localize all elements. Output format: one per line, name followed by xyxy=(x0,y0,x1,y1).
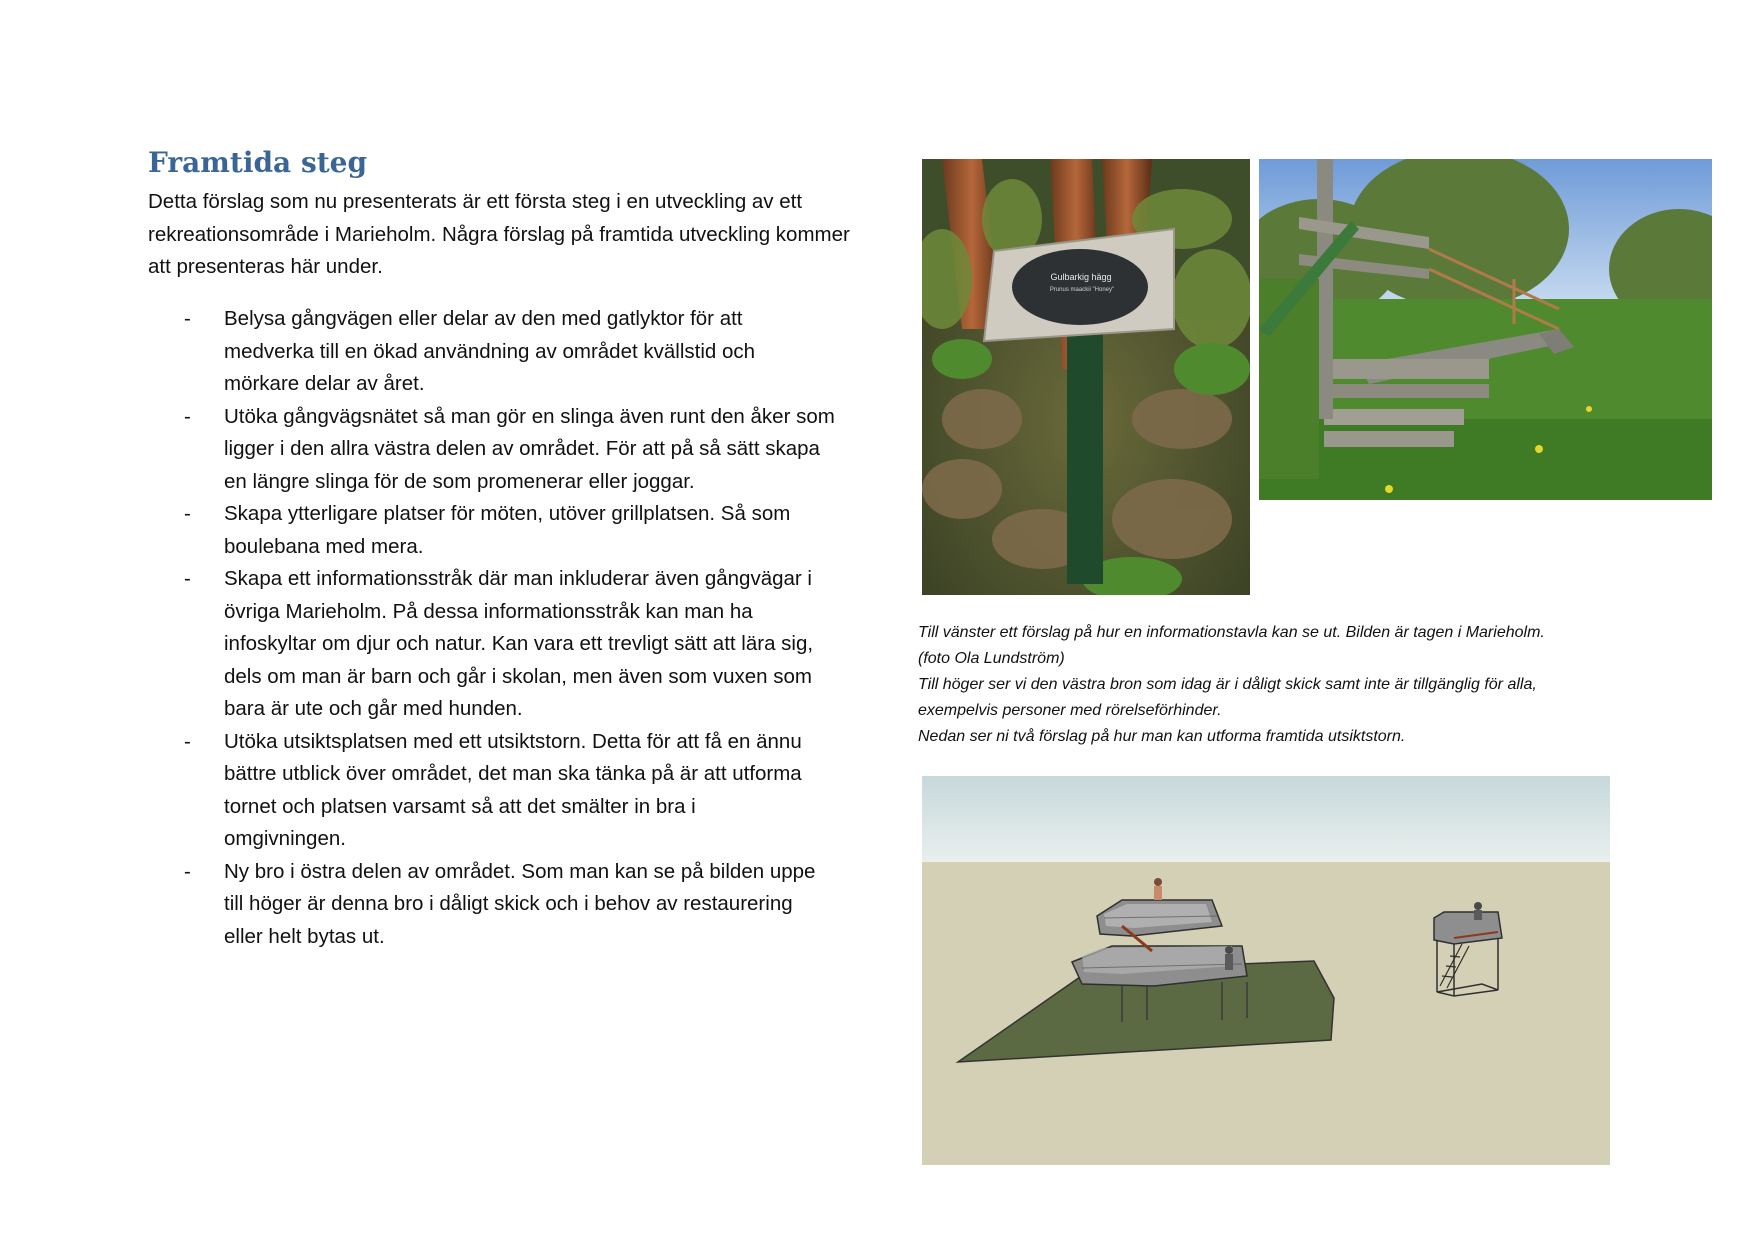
list-item xyxy=(148,563,858,726)
list-item-line: Belysa gångvägen eller delar av den med gatlyktor för att xyxy=(224,307,743,330)
list-item-line: bara är ute och går med hunden. xyxy=(224,697,523,720)
photo-caption xyxy=(918,620,1638,750)
bullet-dash: - xyxy=(184,859,191,883)
list-item-line: omgivningen. xyxy=(224,827,346,850)
bridge-photo xyxy=(1259,159,1712,500)
bullet-dash: - xyxy=(184,307,191,330)
list-item-line: en längre slinga för de som promenerar eller joggar. xyxy=(224,469,695,493)
list-item-line: Utöka utsiktsplatsen med ett utsiktstorn. Detta för att få en ännu xyxy=(224,729,802,753)
bridge-illustration xyxy=(1259,159,1712,500)
list-item-line: tornet och platsen varsamt så att det smälter in bra i xyxy=(224,794,696,818)
list-item xyxy=(148,856,858,954)
info-sign-illustration xyxy=(922,159,1250,595)
list-item-line: Skapa ytterligare platser för möten, utöver grillplatsen. Så som xyxy=(224,502,791,525)
list-item-line: bättre utblick över området, det man ska tänka på är att utforma xyxy=(224,762,802,785)
list-item-line: Skapa ett informationsstråk där man inkluderar även gångvägar i xyxy=(224,567,812,590)
list-item-line: dels om man är barn och går i skolan, men även som vuxen som xyxy=(224,664,812,688)
bullet-dash: - xyxy=(184,729,191,753)
list-item xyxy=(148,498,858,563)
caption-line: (foto Ola Lundström) xyxy=(918,650,1065,667)
info-sign-photo xyxy=(922,159,1250,595)
list-item-line: till höger är denna bro i dåligt skick och i behov av restaurering xyxy=(224,892,793,915)
bullet-dash: - xyxy=(184,404,191,428)
list-item-line: Ny bro i östra delen av området. Som man kan se på bilden uppe xyxy=(224,859,816,883)
caption-line: Till vänster ett förslag på hur en informationstavla kan se ut. Bilden är tagen i Marieholm. xyxy=(918,624,1545,641)
sign-subtitle: Prunus maackii "Honey" xyxy=(1049,287,1115,293)
list-item-line: medverka till en ökad användning av området kvällstid och xyxy=(224,339,756,363)
bullet-dash: - xyxy=(184,502,191,525)
list-item xyxy=(148,401,858,499)
list-item-line: Utöka gångvägsnätet så man gör en slinga även runt den åker som xyxy=(224,404,835,428)
list-item-line: boulebana med mera. xyxy=(224,534,424,558)
list-item xyxy=(148,303,858,401)
list-item-line: infoskyltar om djur och natur. Kan vara ett trevligt sätt att lära sig, xyxy=(224,632,814,655)
list-item-line: ligger i den allra västra delen av området. För att på så sätt skapa xyxy=(224,437,820,460)
proposal-list xyxy=(148,303,858,953)
list-item-line: eller helt bytas ut. xyxy=(224,924,385,948)
intro-paragraph: Detta förslag som nu presenterats är ett första steg i en utveckling av ett rekreationsområde i Marieholm. Några förslag på framtida utveckling kommer att presenteras här under. xyxy=(148,190,850,278)
tower-render-illustration xyxy=(922,776,1610,1165)
list-item-line: övriga Marieholm. På dessa informationsstråk kan man ha xyxy=(224,599,753,623)
caption-line: Nedan ser ni två förslag på hur man kan utforma framtida utsiktstorn. xyxy=(918,728,1406,745)
caption-line: Till höger ser vi den västra bron som idag är i dåligt skick samt inte är tillgänglig för alla, xyxy=(918,676,1537,693)
sign-title: Gulbarkig hägg xyxy=(1050,272,1112,282)
bullet-dash: - xyxy=(184,567,191,590)
list-item xyxy=(148,726,858,856)
tower-render xyxy=(922,776,1610,1165)
caption-line: exempelvis personer med rörelseförhinder. xyxy=(918,702,1222,719)
list-item-line: mörkare delar av året. xyxy=(224,372,425,395)
page-heading: Framtida steg xyxy=(148,146,368,179)
